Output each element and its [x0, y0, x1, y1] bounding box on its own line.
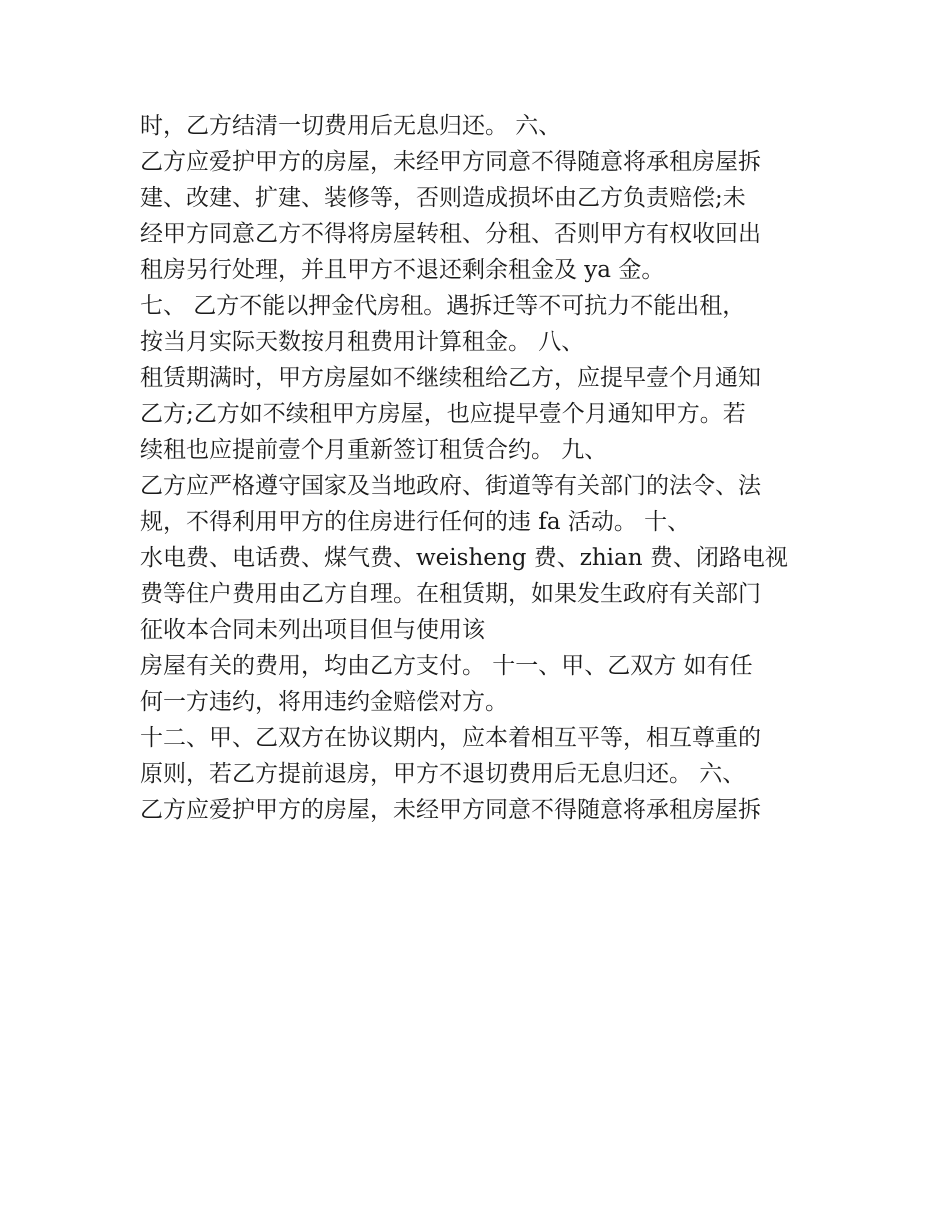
text-line: 租房另行处理，并且甲方不退还剩余租金及 ya 金。	[140, 257, 665, 283]
text-line: 十二、甲、乙双方在协议期内，应本着相互平等，相互尊重的	[140, 725, 761, 751]
text-line: 征收本合同未列出项目但与使用该	[140, 617, 485, 643]
text-line: 乙方应爱护甲方的房屋，未经甲方同意不得随意将承租房屋拆	[140, 797, 761, 823]
text-line: 租赁期满时，甲方房屋如不继续租给乙方，应提早壹个月通知	[140, 365, 761, 391]
text-line: 原则，若乙方提前退房，甲方不退切费用后无息归还。 六、	[140, 761, 746, 787]
text-line: 房屋有关的费用，均由乙方支付。 十一、甲、乙双方 如有任	[140, 653, 753, 679]
text-line: 建、改建、扩建、装修等，否则造成损坏由乙方负责赔偿;未	[140, 185, 746, 211]
text-line: 续租也应提前壹个月重新签订租赁合约。 九、	[140, 437, 608, 463]
text-line: 乙方应爱护甲方的房屋，未经甲方同意不得随意将承租房屋拆	[140, 149, 761, 175]
text-line: 经甲方同意乙方不得将房屋转租、分租、否则甲方有权收回出	[140, 221, 761, 247]
text-line: 按当月实际天数按月租费用计算租金。 八、	[140, 329, 585, 355]
text-line: 水电费、电话费、煤气费、weisheng 费、zhian 费、闭路电视	[140, 545, 788, 571]
text-line: 规，不得利用甲方的住房进行任何的违 fa 活动。 十、	[140, 509, 691, 535]
text-line: 何一方违约，将用违约金赔偿对方。	[140, 689, 508, 715]
text-line: 时，乙方结清一切费用后无息归还。 六、	[140, 113, 562, 139]
text-line: 乙方应严格遵守国家及当地政府、街道等有关部门的法令、法	[140, 473, 761, 499]
text-line: 七、 乙方不能以押金代房租。遇拆迁等不可抗力不能出租，	[140, 293, 746, 319]
text-line: 乙方;乙方如不续租甲方房屋，也应提早壹个月通知甲方。若	[140, 401, 746, 427]
text-line: 费等住户费用由乙方自理。在租赁期，如果发生政府有关部门	[140, 581, 761, 607]
document-body	[140, 108, 840, 828]
